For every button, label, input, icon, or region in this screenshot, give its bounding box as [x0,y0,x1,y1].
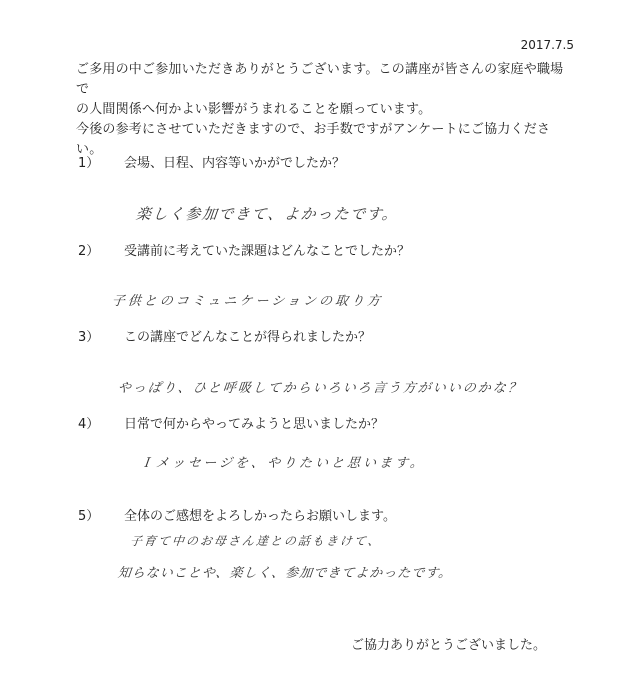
intro-line: 今後の参考にさせていただきますので、お手数ですがアンケートにご協力ください。 [76,122,551,157]
handwritten-answer-3: やっぱり、ひと呼吸してからいろいろ言う方がいいのかな？ [117,381,524,396]
question-text: この講座でどんなことが得られましたか？ [124,330,372,345]
question-number: 2） [78,244,100,259]
question-number: 5） [78,509,100,524]
intro-text [76,60,576,160]
question-text: 受講前に考えていた課題はどんなことでしたか？ [124,244,411,259]
question-number: 3） [78,330,100,345]
question-1 [78,152,598,171]
question-2 [78,240,598,259]
closing-text: ご協力ありがとうございました。 [350,638,546,653]
date: 2017.7.5 [520,38,574,52]
question-4 [78,413,598,432]
question-text: 日常で何からやってみようと思いましたか？ [124,417,385,432]
question-3 [78,326,598,345]
intro-line: の人間関係へ何かよい影響がうまれることを願っています。 [76,102,432,117]
handwritten-answer-5-line-2: 知らないことや、楽しく、参加できてよかったです。 [117,566,454,581]
question-text: 会場、日程、内容等いかがでしたか？ [124,156,346,171]
question-5 [78,505,598,524]
handwritten-answer-5-line-1: 子育て中のお母さん達との話もきけて、 [129,534,383,548]
intro-line: ご多用の中ご参加いただきありがとうございます。この講座が皆さんの家庭や職場で [76,62,564,97]
question-number: 1） [78,156,100,171]
question-text: 全体のご感想をよろしかったらお願いします。 [124,509,396,524]
question-number: 4） [78,417,100,432]
handwritten-answer-4: Ｉメッセージを、やりたいと思います。 [139,456,427,471]
handwritten-answer-1: 楽しく参加できて、よかったです。 [135,205,400,223]
handwritten-answer-2: 子供とのコミュニケーションの取り方 [111,294,384,309]
